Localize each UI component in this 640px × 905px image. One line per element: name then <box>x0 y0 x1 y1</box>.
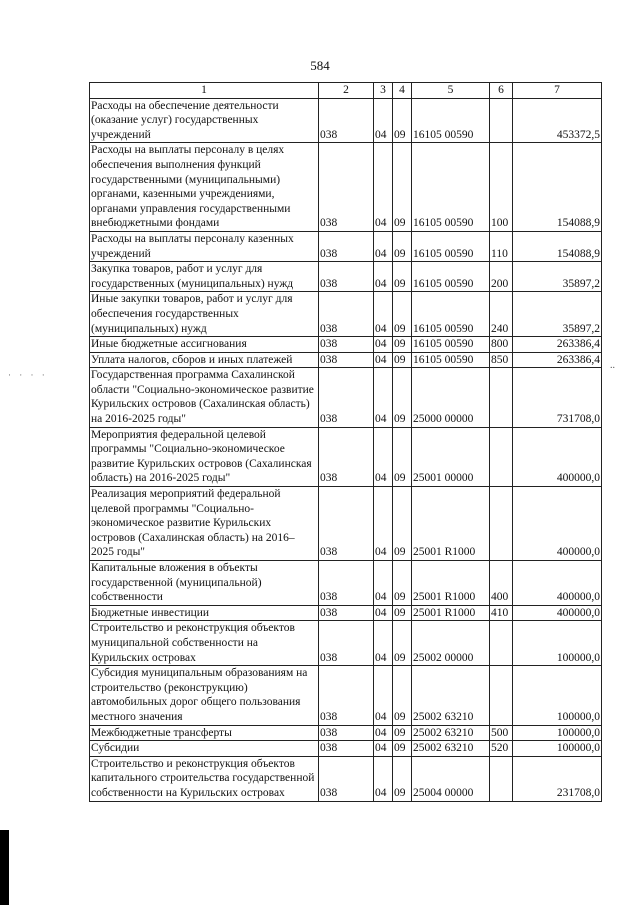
table-row <box>90 292 602 337</box>
row-code-ministry: 038 <box>319 143 374 232</box>
table-row <box>90 368 602 427</box>
row-code-section: 04 <box>374 98 393 143</box>
row-code-target: 25004 00000 <box>412 756 490 801</box>
table-row <box>90 741 602 757</box>
row-code-expense-type: 520 <box>490 741 513 757</box>
column-header: 3 <box>374 83 393 99</box>
row-code-target: 16105 00590 <box>412 262 490 292</box>
table-row <box>90 487 602 561</box>
row-code-target: 16105 00590 <box>412 98 490 143</box>
table-row <box>90 352 602 368</box>
row-description: Строительство и реконструкция объектов капитального строительства государственной собственности на Курильских островах <box>90 756 319 801</box>
table-row <box>90 337 602 353</box>
row-code-section: 04 <box>374 292 393 337</box>
row-code-subsection: 09 <box>393 337 412 353</box>
row-amount: 100000,0 <box>513 621 602 666</box>
row-code-target: 25002 63210 <box>412 725 490 741</box>
row-code-subsection: 09 <box>393 561 412 606</box>
row-code-subsection: 09 <box>393 605 412 621</box>
row-description: Капитальные вложения в объекты государственной (муниципальной) собственности <box>90 561 319 606</box>
row-code-section: 04 <box>374 143 393 232</box>
row-description: Расходы на выплаты персоналу казенных учреждений <box>90 231 319 261</box>
row-code-expense-type <box>490 368 513 427</box>
row-description: Субсидии <box>90 741 319 757</box>
row-code-ministry: 038 <box>319 337 374 353</box>
row-code-subsection: 09 <box>393 368 412 427</box>
row-code-section: 04 <box>374 427 393 486</box>
row-code-subsection: 09 <box>393 231 412 261</box>
column-header: 7 <box>513 83 602 99</box>
column-header: 6 <box>490 83 513 99</box>
table-row <box>90 231 602 261</box>
row-code-section: 04 <box>374 337 393 353</box>
row-code-expense-type: 800 <box>490 337 513 353</box>
row-code-subsection: 09 <box>393 487 412 561</box>
scan-artifact: · · · · <box>8 370 48 380</box>
column-header: 1 <box>90 83 319 99</box>
row-amount: 400000,0 <box>513 561 602 606</box>
row-amount: 100000,0 <box>513 725 602 741</box>
row-code-subsection: 09 <box>393 756 412 801</box>
row-code-target: 16105 00590 <box>412 337 490 353</box>
table-row <box>90 98 602 143</box>
row-code-ministry: 038 <box>319 98 374 143</box>
row-amount: 400000,0 <box>513 427 602 486</box>
row-code-section: 04 <box>374 561 393 606</box>
row-code-subsection: 09 <box>393 292 412 337</box>
row-code-target: 16105 00590 <box>412 292 490 337</box>
row-code-section: 04 <box>374 756 393 801</box>
row-code-ministry: 038 <box>319 231 374 261</box>
row-code-subsection: 09 <box>393 262 412 292</box>
row-code-target: 25001 R1000 <box>412 561 490 606</box>
row-description: Государственная программа Сахалинской области "Социально-экономическое развитие Курильских островов (Сахалинская область) на 2016-2025 годы" <box>90 368 319 427</box>
column-header: 4 <box>393 83 412 99</box>
row-amount: 154088,9 <box>513 231 602 261</box>
row-code-target: 16105 00590 <box>412 352 490 368</box>
row-code-ministry: 038 <box>319 262 374 292</box>
row-code-subsection: 09 <box>393 621 412 666</box>
scan-edge-artifact <box>0 830 9 905</box>
row-amount: 154088,9 <box>513 143 602 232</box>
row-code-ministry: 038 <box>319 487 374 561</box>
row-code-section: 04 <box>374 487 393 561</box>
row-code-ministry: 038 <box>319 666 374 725</box>
row-code-section: 04 <box>374 741 393 757</box>
row-code-ministry: 038 <box>319 352 374 368</box>
row-code-expense-type: 100 <box>490 143 513 232</box>
row-code-target: 16105 00590 <box>412 143 490 232</box>
table-row <box>90 143 602 232</box>
column-header: 5 <box>412 83 490 99</box>
table-row <box>90 561 602 606</box>
row-code-expense-type <box>490 487 513 561</box>
table-row <box>90 725 602 741</box>
row-amount: 400000,0 <box>513 487 602 561</box>
row-code-expense-type: 850 <box>490 352 513 368</box>
row-code-section: 04 <box>374 621 393 666</box>
table-row <box>90 427 602 486</box>
row-description: Субсидия муниципальным образованиям на строительство (реконструкцию) автомобильных дорог общего пользования местного значения <box>90 666 319 725</box>
row-code-section: 04 <box>374 368 393 427</box>
row-code-subsection: 09 <box>393 741 412 757</box>
row-amount: 35897,2 <box>513 292 602 337</box>
row-amount: 400000,0 <box>513 605 602 621</box>
row-code-subsection: 09 <box>393 352 412 368</box>
row-code-subsection: 09 <box>393 725 412 741</box>
row-description: Иные закупки товаров, работ и услуг для обеспечения государственных (муниципальных) нужд <box>90 292 319 337</box>
row-code-expense-type <box>490 621 513 666</box>
row-amount: 231708,0 <box>513 756 602 801</box>
row-code-expense-type <box>490 427 513 486</box>
row-code-target: 25002 63210 <box>412 666 490 725</box>
row-code-subsection: 09 <box>393 666 412 725</box>
scan-artifact: .. <box>610 360 615 371</box>
row-description: Мероприятия федеральной целевой программы "Социально-экономическое развитие Курильских островов (Сахалинская область) на 2016-2025 годы" <box>90 427 319 486</box>
row-description: Межбюджетные трансферты <box>90 725 319 741</box>
row-code-ministry: 038 <box>319 741 374 757</box>
table-row <box>90 666 602 725</box>
row-code-ministry: 038 <box>319 725 374 741</box>
column-header: 2 <box>319 83 374 99</box>
row-code-ministry: 038 <box>319 427 374 486</box>
row-code-expense-type <box>490 756 513 801</box>
row-code-ministry: 038 <box>319 561 374 606</box>
row-code-subsection: 09 <box>393 427 412 486</box>
table-header-row <box>90 83 602 99</box>
row-code-section: 04 <box>374 231 393 261</box>
row-code-expense-type: 400 <box>490 561 513 606</box>
table-row <box>90 756 602 801</box>
row-code-ministry: 038 <box>319 621 374 666</box>
budget-table <box>89 82 602 802</box>
row-code-expense-type: 110 <box>490 231 513 261</box>
row-amount: 731708,0 <box>513 368 602 427</box>
row-code-target: 16105 00590 <box>412 231 490 261</box>
table-row <box>90 621 602 666</box>
row-code-target: 25001 R1000 <box>412 487 490 561</box>
row-code-expense-type: 240 <box>490 292 513 337</box>
table-row <box>90 605 602 621</box>
row-description: Иные бюджетные ассигнования <box>90 337 319 353</box>
row-code-target: 25000 00000 <box>412 368 490 427</box>
row-code-ministry: 038 <box>319 756 374 801</box>
row-description: Закупка товаров, работ и услуг для государственных (муниципальных) нужд <box>90 262 319 292</box>
row-code-expense-type: 410 <box>490 605 513 621</box>
row-code-subsection: 09 <box>393 98 412 143</box>
row-description: Уплата налогов, сборов и иных платежей <box>90 352 319 368</box>
row-code-expense-type <box>490 666 513 725</box>
row-code-target: 25001 R1000 <box>412 605 490 621</box>
row-code-ministry: 038 <box>319 292 374 337</box>
row-code-target: 25002 00000 <box>412 621 490 666</box>
row-amount: 453372,5 <box>513 98 602 143</box>
row-code-section: 04 <box>374 605 393 621</box>
row-code-section: 04 <box>374 725 393 741</box>
row-code-target: 25002 63210 <box>412 741 490 757</box>
table-row <box>90 262 602 292</box>
row-amount: 263386,4 <box>513 337 602 353</box>
row-code-section: 04 <box>374 262 393 292</box>
row-code-expense-type: 200 <box>490 262 513 292</box>
row-code-ministry: 038 <box>319 368 374 427</box>
row-amount: 100000,0 <box>513 741 602 757</box>
row-description: Бюджетные инвестиции <box>90 605 319 621</box>
row-amount: 35897,2 <box>513 262 602 292</box>
row-code-ministry: 038 <box>319 605 374 621</box>
row-amount: 100000,0 <box>513 666 602 725</box>
page-number: 584 <box>310 58 330 73</box>
row-description: Реализация мероприятий федеральной целевой программы "Социально-экономическое развитие Курильских островов (Сахалинская область) на 2016–2025 годы" <box>90 487 319 561</box>
row-code-section: 04 <box>374 666 393 725</box>
row-code-subsection: 09 <box>393 143 412 232</box>
row-description: Расходы на выплаты персоналу в целях обеспечения выполнения функций государственными (муниципальными) органами, казенными учреждениями, органами управления государственными внебюджетными фондами <box>90 143 319 232</box>
row-amount: 263386,4 <box>513 352 602 368</box>
row-code-expense-type <box>490 98 513 143</box>
row-code-section: 04 <box>374 352 393 368</box>
row-description: Расходы на обеспечение деятельности (оказание услуг) государственных учреждений <box>90 98 319 143</box>
row-description: Строительство и реконструкция объектов муниципальной собственности на Курильских островах <box>90 621 319 666</box>
row-code-expense-type: 500 <box>490 725 513 741</box>
row-code-target: 25001 00000 <box>412 427 490 486</box>
